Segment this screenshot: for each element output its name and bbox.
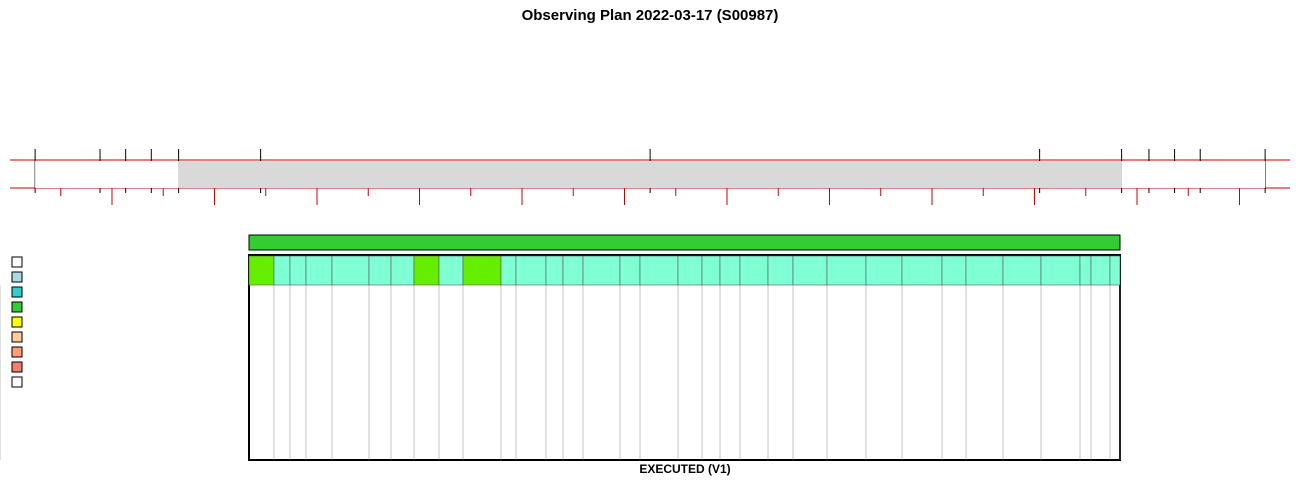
target-block <box>439 256 463 285</box>
target-block <box>620 256 640 285</box>
target-block <box>306 256 332 285</box>
target-block <box>1080 256 1091 285</box>
target-block <box>391 256 414 285</box>
target-block <box>720 256 740 285</box>
period-band-2 <box>1122 161 1266 188</box>
target-block <box>414 256 439 285</box>
target-block <box>702 256 720 285</box>
target-block <box>290 256 306 285</box>
legend-swatch <box>12 272 22 282</box>
target-block <box>740 256 768 285</box>
plan-footer: EXECUTED (V1) <box>639 462 731 476</box>
legend-swatch <box>12 287 22 297</box>
target-block <box>768 256 793 285</box>
target-block <box>793 256 827 285</box>
period-band <box>35 161 1265 188</box>
target-block <box>583 256 620 285</box>
target-block <box>1091 256 1110 285</box>
target-block <box>827 256 866 285</box>
legend-swatch <box>12 302 22 312</box>
target-block <box>463 256 501 285</box>
plan-title: Observing Plan 2022-03-17 (S00987) <box>521 7 779 24</box>
legend-swatch <box>12 362 22 372</box>
status-bar <box>249 235 1120 250</box>
target-block <box>1003 256 1041 285</box>
legend-swatch <box>12 332 22 342</box>
target-block <box>369 256 391 285</box>
target-block <box>249 256 274 285</box>
target-block <box>966 256 1003 285</box>
legend-swatch <box>12 257 22 267</box>
target-block <box>866 256 902 285</box>
period-band-1 <box>179 161 1122 188</box>
target-block <box>516 256 546 285</box>
target-block <box>678 256 702 285</box>
target-block <box>942 256 966 285</box>
targets-frame <box>249 255 1120 460</box>
target-block <box>563 256 583 285</box>
target-block <box>501 256 516 285</box>
period-band-0 <box>35 161 179 188</box>
legend-swatch <box>12 347 22 357</box>
target-block <box>332 256 369 285</box>
legend-swatch <box>12 377 22 387</box>
target-block <box>1110 256 1120 285</box>
target-block <box>274 256 290 285</box>
status-legend <box>12 257 22 387</box>
target-block <box>546 256 563 285</box>
target-block <box>1041 256 1080 285</box>
target-block <box>640 256 678 285</box>
target-block <box>902 256 942 285</box>
status-row <box>249 235 1120 250</box>
targets-row <box>0 255 1120 460</box>
legend-swatch <box>12 317 22 327</box>
